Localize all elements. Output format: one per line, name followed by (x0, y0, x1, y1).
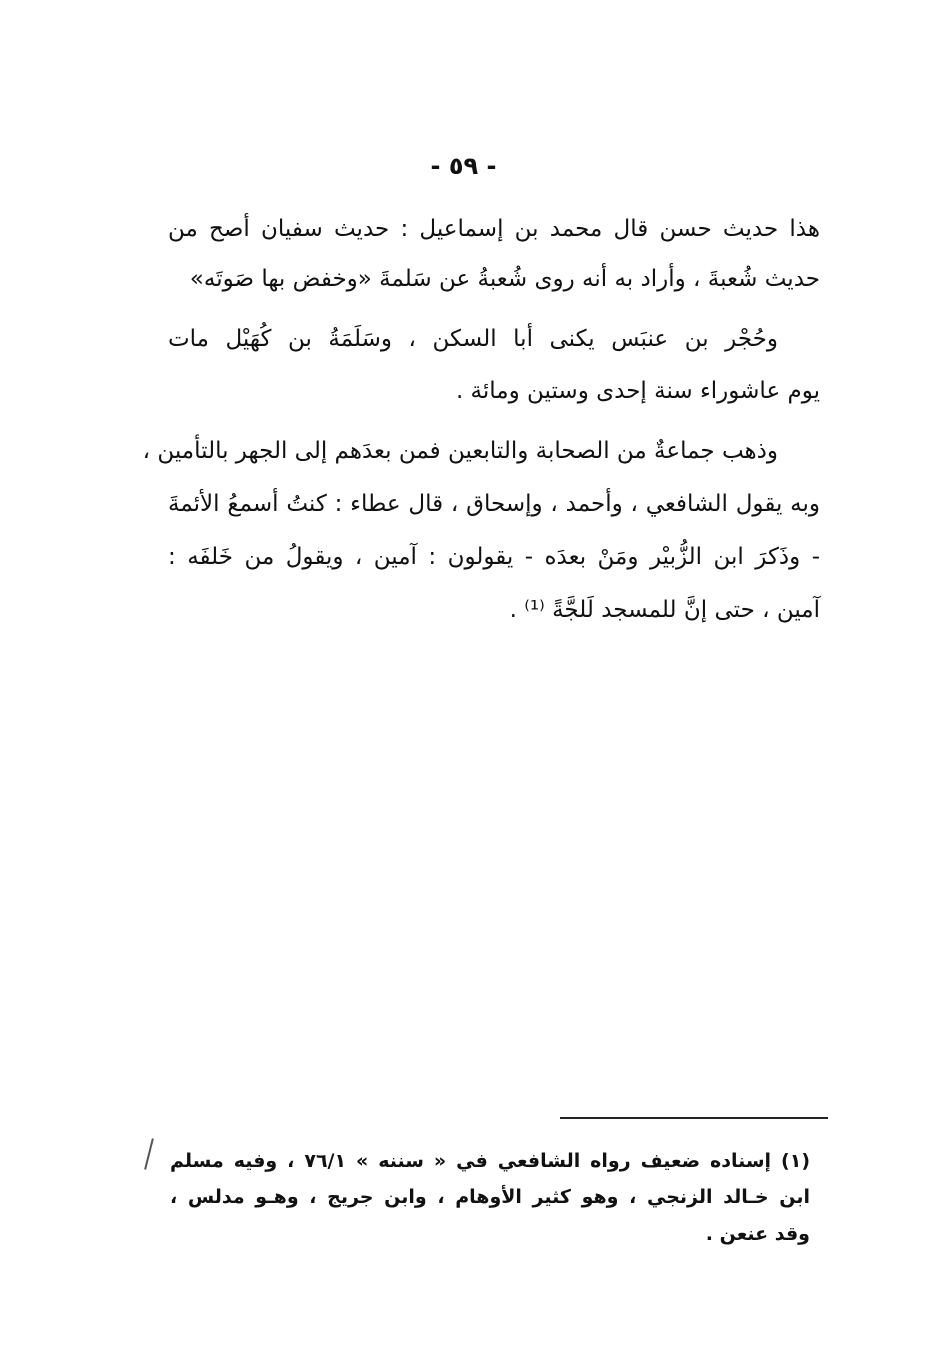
text-line: - وذَكرَ ابن الزُّبيْر ومَنْ بعدَه - يقولون : آمين ، ويقولُ من خَلفَه : (168, 544, 820, 570)
text-line: آمين ، حتى إنَّ للمسجد لَلجَّةً ⁽¹⁾ . (509, 597, 820, 623)
footnote-line: وقد عنعن . (705, 1223, 810, 1245)
text-line: هذا حديث حسن قال محمد بن إسماعيل : حديث سفيان أصح من (168, 216, 820, 242)
footnotes (170, 1148, 810, 1258)
footnote-line: ابن خـالد الزنجي ، وهو كثير الأوهام ، وابن جريج ، وهـو مدلس ، (170, 1186, 810, 1208)
page-number: - ٥٩ - (430, 152, 497, 180)
footnote-line: (١) إسناده ضعيف رواه الشافعي في « سننه » ٧٦/١ ، وفيه مسلم (170, 1150, 810, 1172)
text-line: وذهب جماعةٌ من الصحابة والتابعين فمن بعدَهم إلى الجهر بالتأمين ، (142, 438, 778, 464)
text-line: حديث شُعبةَ ، وأراد به أنه روى شُعبةُ عن سَلمةَ «وخفض بها صَوتَه» (189, 266, 820, 292)
main-text (142, 210, 820, 630)
text-line: وبه يقول الشافعي ، وأحمد ، وإسحاق ، قال عطاء : كنتُ أسمعُ الأئمةَ (168, 491, 820, 517)
text-line: يوم عاشوراء سنة إحدى وستين ومائة . (455, 378, 820, 404)
footnote-separator (560, 1117, 828, 1119)
text-line: وحُجْر بن عنبَس يكنى أبا السكن ، وسَلَمَةُ بن كُهَيْل مات (168, 326, 778, 352)
margin-mark (144, 1138, 154, 1170)
